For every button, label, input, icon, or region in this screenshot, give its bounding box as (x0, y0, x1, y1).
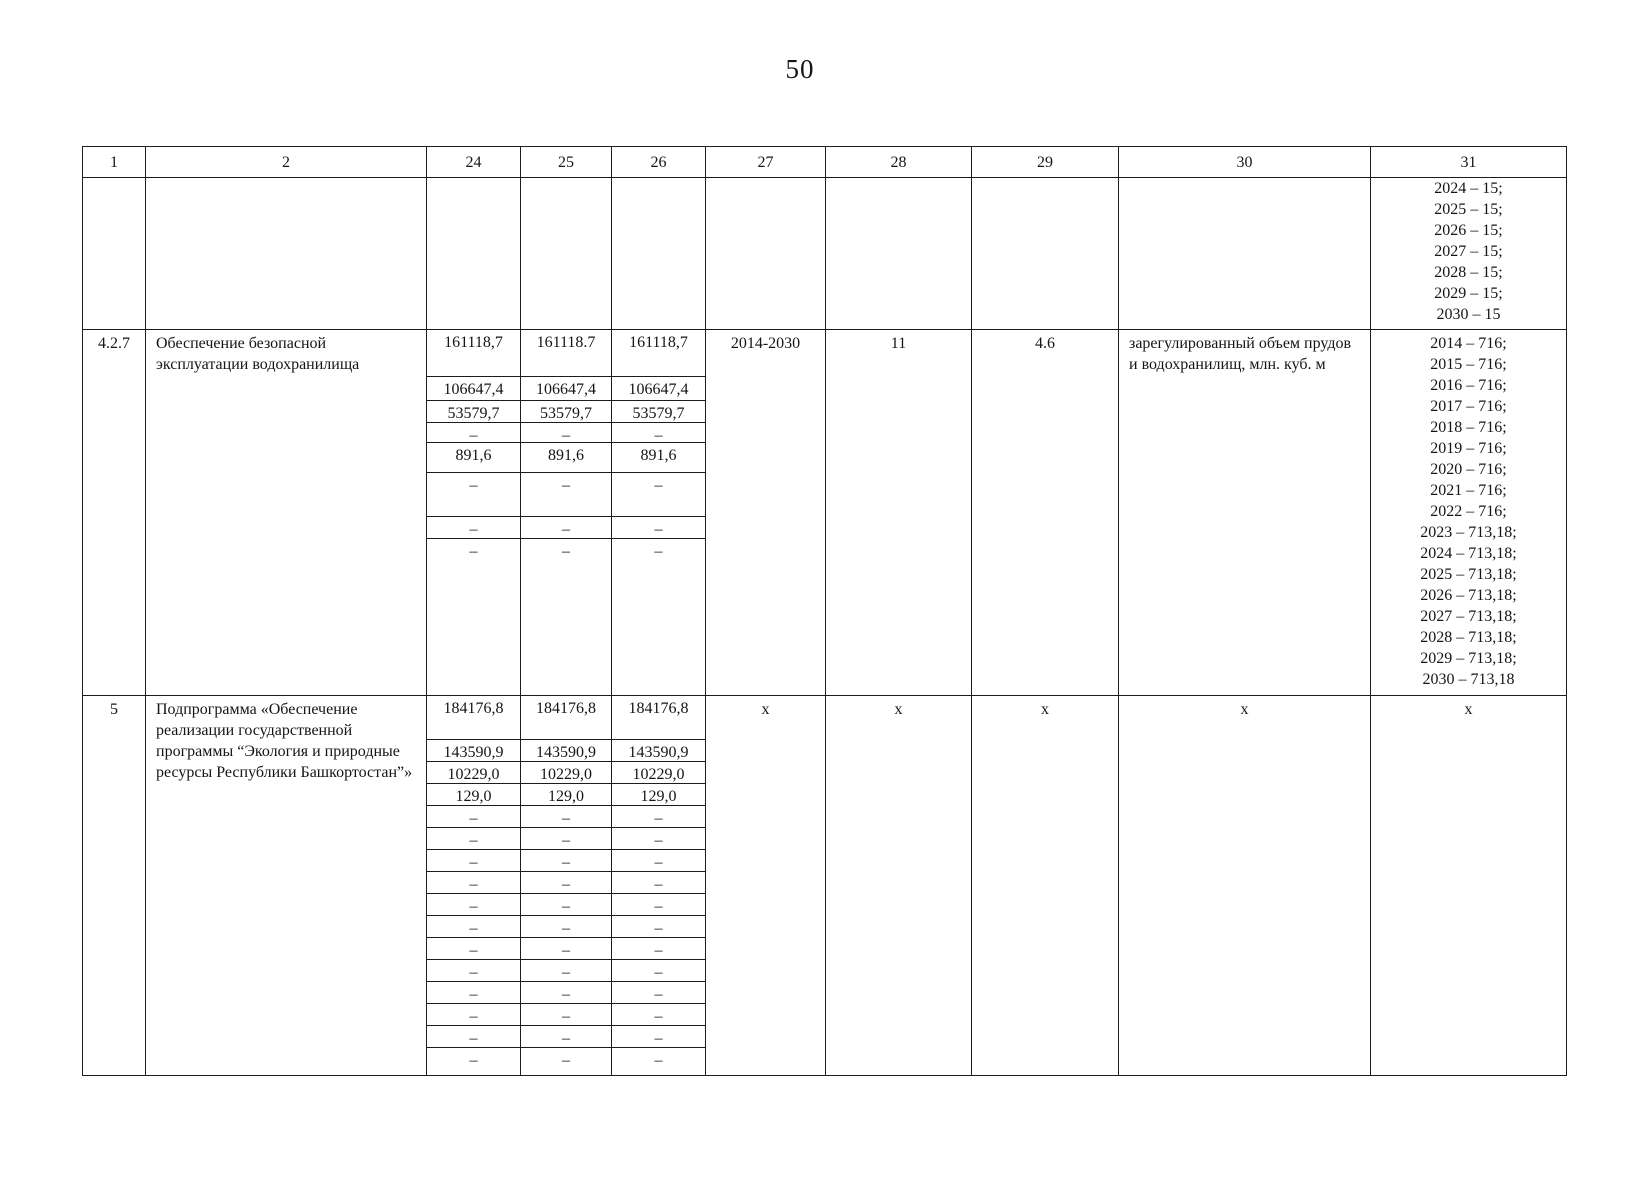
header-cell: 29 (972, 147, 1119, 178)
funding-col-26: 184176,8 143590,9 10229,0 129,0 – – – – – – – – – – – – (612, 696, 706, 1076)
page-number: 50 (785, 54, 815, 84)
col-29-cell: 4.6 (972, 330, 1119, 696)
program-table (82, 146, 1567, 1076)
activity-name: Обеспечение безопасной эксплуатации водохранилища (146, 330, 427, 696)
funding-col-24: 184176,8 143590,9 10229,0 129,0 – – – – – – – – – – – – (427, 696, 521, 1076)
header-cell: 31 (1371, 147, 1567, 178)
period-cell: 2014-2030 (706, 330, 826, 696)
table-row-4-2-7 (83, 330, 1567, 696)
funding-col-24: 161118,7 106647,4 53579,7 – 891,6 – – – (427, 330, 521, 696)
table-row-5 (83, 696, 1567, 1076)
col-28-cell: x (826, 696, 972, 1076)
col-28-cell: 11 (826, 330, 972, 696)
indicator-cell: зарегулированный объем прудов и водохранилищ, млн. куб. м (1119, 330, 1371, 696)
row-number: 5 (83, 696, 146, 1076)
activity-name: Подпрограмма «Обеспечение реализации государственной программы “Экология и природные ресурсы Республики Башкортостан”» (146, 696, 427, 1076)
header-cell: 25 (521, 147, 612, 178)
col-31-cell: x (1371, 696, 1567, 1076)
col-27-cell: x (706, 696, 826, 1076)
header-cell: 27 (706, 147, 826, 178)
col-29-cell: x (972, 696, 1119, 1076)
header-cell: 26 (612, 147, 706, 178)
target-values-cell: 2024 – 15; 2025 – 15; 2026 – 15; 2027 – 15; 2028 – 15; 2029 – 15; 2030 – 15 (1371, 178, 1567, 330)
row-number: 4.2.7 (83, 330, 146, 696)
funding-col-25: 161118.7 106647,4 53579,7 – 891,6 – – – (521, 330, 612, 696)
target-values-cell: 2014 – 716; 2015 – 716; 2016 – 716; 2017 – 716; 2018 – 716; 2019 – 716; 2020 – 716; 2021 – 716; 2022 – 716; 2023 – 713,18; 2024 – 713,18; 2025 – 713,18; 2026 – 713,18; 2027 – 713,18; 2028 – 713,18; 2029 – 713,18; 2030 – 713,18 (1371, 330, 1567, 696)
header-cell: 30 (1119, 147, 1371, 178)
funding-col-26: 161118,7 106647,4 53579,7 – 891,6 – – – (612, 330, 706, 696)
header-cell: 2 (146, 147, 427, 178)
col-30-cell: x (1119, 696, 1371, 1076)
header-cell: 24 (427, 147, 521, 178)
header-cell: 1 (83, 147, 146, 178)
funding-col-25: 184176,8 143590,9 10229,0 129,0 – – – – – – – – – – – – (521, 696, 612, 1076)
header-cell: 28 (826, 147, 972, 178)
header-row (83, 147, 1567, 178)
table-row-continuation (83, 178, 1567, 330)
